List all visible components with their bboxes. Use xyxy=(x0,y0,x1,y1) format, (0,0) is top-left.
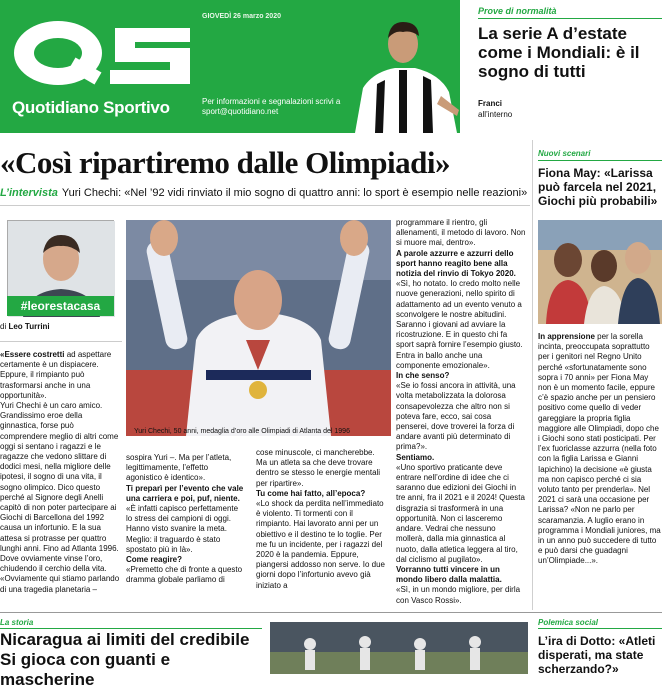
question-text: In che senso? xyxy=(396,371,450,381)
sidebar-rule xyxy=(538,160,662,161)
question xyxy=(126,484,246,504)
paragraph: «Premetto che di fronte a questo dramma globale parliamo di xyxy=(126,565,243,585)
paragraph: «Uno sportivo praticante deve entrare nell’ordine di idee che ci saranno due edizioni dei Giochi in tre anni, fra il 2021 e il 2024! Questa disgrazia si trasformerà in una opportunità. Non ci lasceremo andare. Vedrai che nessuno mollerà, dalla mia ginnastica al nuoto, dalla atletica leggera al tiro, dal ciclismo al pugilato». xyxy=(396,462,525,564)
divider xyxy=(0,205,530,206)
main-photo xyxy=(126,220,391,436)
byline-rule xyxy=(0,341,122,342)
question xyxy=(256,489,386,499)
byline xyxy=(0,322,50,331)
paragraph: «Se io fossi ancora in attività, una volta metabolizzata la dolorosa consapevolezza che altro non si poteva fare, ecco, sai cosa penserei, dove troverei la forza di andare avanti più determinato di prima?». xyxy=(396,381,516,452)
paragraph: «Lo shock da perdita nell’immediato è violento. Ti tormenti con il rimpianto. Hai lavorato anni per un obiettivo e il destino te lo toglie. Per me fu un incidente, per i ragazzi del 2020 è la pandemia. Eppure, piangersi addosso non serve. Io due giorni dopo l’infortunio avevo già iniziato a xyxy=(256,499,385,590)
bottom-photo xyxy=(270,622,528,674)
contact-text: Per informazioni e segnalazioni scrivi a xyxy=(202,97,341,106)
paragraph: sospira Yuri –. Ma per l’atleta, legittimamente, l’effetto agonistico è identico». xyxy=(126,453,232,483)
paragraph: cose minuscole, ci mancherebbe. Ma un atleta sa che deve trovare dentro se stesso le energie mentali per ripartire». xyxy=(256,448,381,488)
lead-in: «Essere costretti xyxy=(0,350,65,359)
teaser-title[interactable]: La serie A d’estate come i Mondiali: è il sogno di tutti xyxy=(478,24,640,81)
main-headline[interactable]: «Così ripartiremo dalle Olimpiadi» xyxy=(0,145,450,180)
question xyxy=(396,249,526,280)
nicaragua-photo xyxy=(270,622,528,674)
paragraph: ad aspettare certamente è un dispiacere. Eppure, il rimpianto può trasformarsi anche in una opportunità». Yuri Chechi è un caro amico. Grandissimo eroe della ginnastica, forse può comprendere meglio di altri come oggi si sentano i ragazzi e le ragazze che vedono slittare di dodici mesi, nella migliore delle ipotesi, il sogno di una vita, il sogno olimpico. Dico questo perché al Signore degli Anelli capitò di non poter partecipare ai Giochi di Barcellona del 1992 causa un infortunio. E la sua attesa si protrasse per quattro lunghi anni. Fino ad Atlanta 1996. Dove ovviamente vinse l’oro, chiudendo il cerchio della vita. «Ovviamente qui stiamo parlando di una tragedia planetaria – xyxy=(0,350,120,594)
subhead-text: Yuri Chechi: «Nel ’92 vidi rinviato il mio sogno di quattro anni: lo sport è esempio nelle reazioni» xyxy=(61,187,528,199)
teaser-note: all’interno xyxy=(478,110,513,119)
article-column-4 xyxy=(396,218,526,606)
teaser-author: Franci xyxy=(478,99,503,108)
sidebar-photo xyxy=(538,220,662,324)
column-text xyxy=(0,350,122,595)
article-column-2 xyxy=(126,453,246,586)
teaser-rule xyxy=(478,18,662,19)
sidebar-lead: In apprensione xyxy=(538,332,595,341)
question-text: Come reagire? xyxy=(126,555,183,565)
bottom-side-headline[interactable]: L’ira di Dotto: «Atleti disperati, ma state scherzando?» xyxy=(538,634,656,676)
contact-email[interactable]: sport@quotidiano.net xyxy=(202,107,279,116)
contact-info xyxy=(202,97,362,117)
brand-name: Quotidiano Sportivo xyxy=(12,98,170,117)
byline-author: Leo Turrini xyxy=(8,322,50,331)
sidebar-body xyxy=(538,332,662,567)
question xyxy=(396,453,526,463)
bottom-tag: La storia xyxy=(0,618,34,627)
question-text: Vorranno tutti vincere in un mondo libero dalla malattia. xyxy=(396,564,502,585)
paragraph: programmare il rientro, gli allenamenti, il metodo di lavoro. Non si muore mai, dentro». xyxy=(396,218,526,248)
question-text: Ti preparì per l’evento che vale una carriera e poi, puf, niente. xyxy=(126,483,244,503)
bottom-side-tag: Polemica social xyxy=(538,618,599,627)
teaser-tag: Prove di normalità xyxy=(478,6,557,16)
bottom-tag-rule xyxy=(0,628,262,629)
main-subhead xyxy=(0,186,530,200)
question xyxy=(396,565,526,585)
paragraph: «Sì, in un mondo migliore, per dirla con Vasco Rossi». xyxy=(396,585,521,605)
sidebar-title[interactable]: Fiona May: «Larissa può farcela nel 2021, Giochi più probabili» xyxy=(538,166,658,208)
question xyxy=(396,371,526,381)
article-column-3 xyxy=(256,448,386,591)
photo-caption: Yuri Chechi, 50 anni, medaglia d’oro alle Olimpiadi di Atlanta del 1996 xyxy=(134,428,350,435)
article-column-1 xyxy=(0,350,122,595)
chechi-photo xyxy=(126,220,391,436)
question xyxy=(126,555,246,565)
bottom-headline[interactable]: Nicaragua ai limiti del credibile Si gioca con guanti e mascherine xyxy=(0,630,250,689)
paragraph: «È infatti capisco perfettamente lo stress dei campioni di oggi. Hanno visto svanire la meta. Meglio: il traguardo è stato spostato più in là». xyxy=(126,504,239,554)
byline-prefix: di xyxy=(0,322,7,331)
qs-logo[interactable] xyxy=(10,18,200,88)
issue-date: GIOVEDÌ 26 marzo 2020 xyxy=(202,13,281,20)
paragraph: «Sì, ho notato. Io credo molto nelle nuove generazioni, nello spirito di adattamento ad un evento venuto a sconvolgere le nostre abitudini. Saranno i giovani ad avviare la ricostruzione. E in questo chi fa sport saprà fornire l’esempio giusto. Entra in ballo anche una componente emozionale». xyxy=(396,279,523,370)
bottom-divider xyxy=(0,612,662,613)
player-photo xyxy=(345,10,460,133)
sidebar-tag: Nuovi scenari xyxy=(538,149,591,158)
section-tag: L’intervista xyxy=(0,187,58,199)
column-divider xyxy=(532,140,533,610)
may-family-photo xyxy=(538,220,662,324)
question-text: A parole azzurre e azzurri dello sport hanno reagito bene alla notizia del rinvio di Tokyo 2020. xyxy=(396,248,516,279)
question-text: Sentiamo. xyxy=(396,452,435,462)
bottom-side-rule xyxy=(538,628,662,629)
sidebar-text: per la sorella incinta, preoccupata soprattutto per i genitori nel Regno Unito perché «sfortunatamente sono sopra i 70 anni» per Fiona May non è un momento facile, eppure c’è spazio anche per un pensiero positivo come quello di veder gareggiare la propria figlia maggiore alle Olimpiadi, dopo che i Giochi sono stati posticipati. Per l’ex fuoriclasse azzurra (nella foto con la figlia Larissa e Gianni Iapichino) la decisione «è giusta ma non capisco perché ci sia voluto tanto per prenderla». Nel 2021 ci sarà una occasione per Larissa? «Non ne parlo per scaramanzia. A luglio erano in programma i Mondiali juniores, ma in un anno può succedere di tutto e può darsi che guadagni un’Olimpiade...». xyxy=(538,332,661,566)
hashtag-banner: #leorestacasa xyxy=(7,296,114,316)
question-text: Tu come hai fatto, all’epoca? xyxy=(256,488,366,498)
